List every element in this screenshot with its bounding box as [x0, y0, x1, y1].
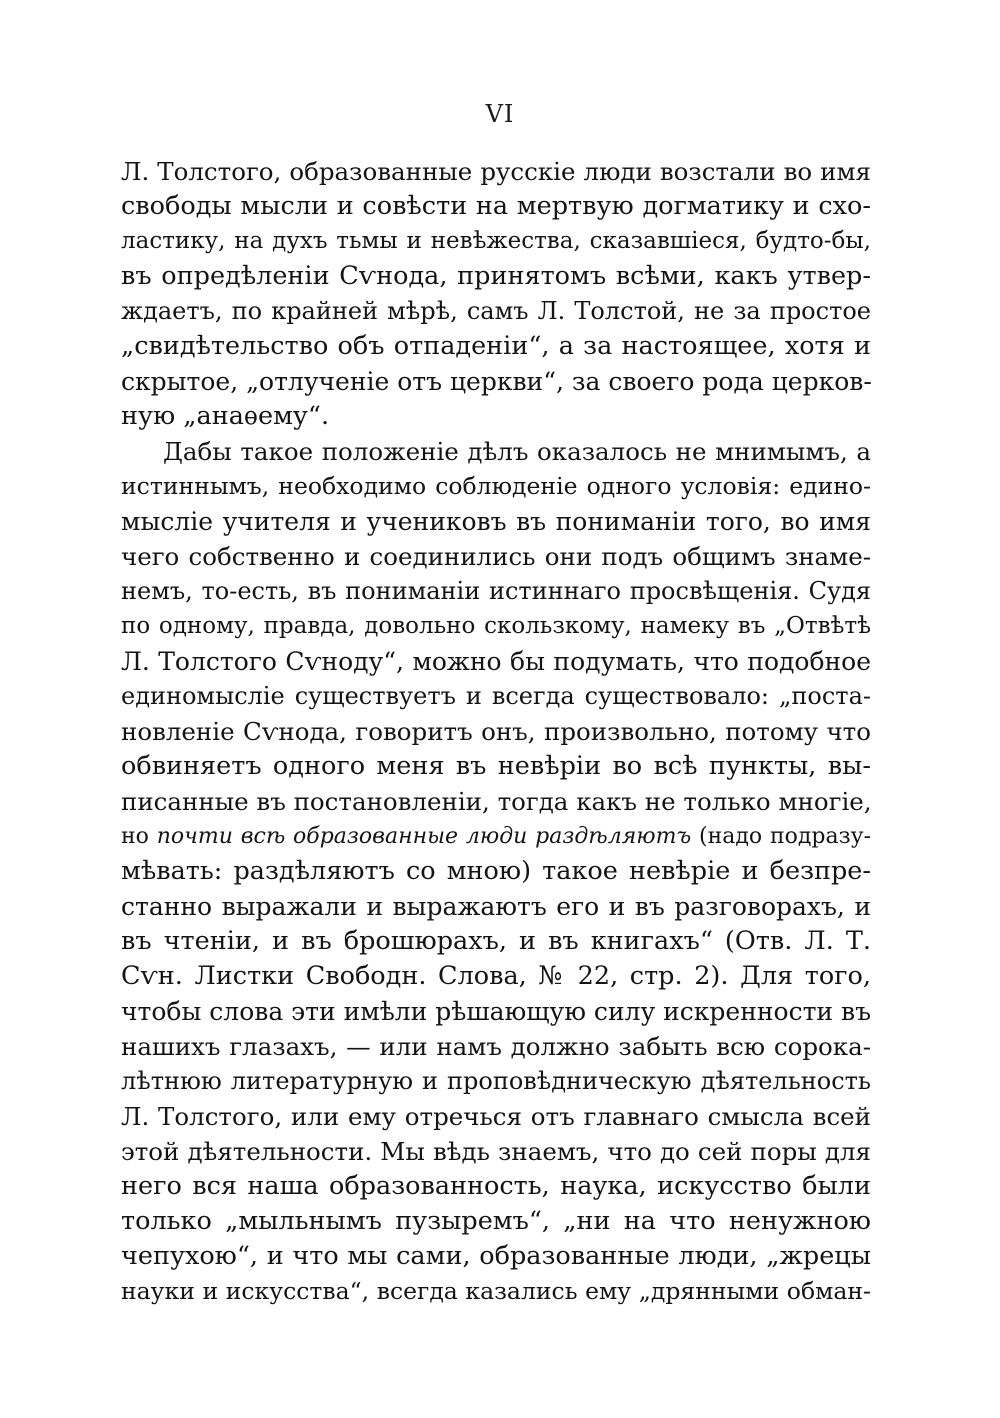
- text-line: свободы мысли и совѣсти на мертвую догматику и схо-: [121, 191, 871, 221]
- text-line: Л. Толстого Сѵноду“, можно бы подумать, что подобное: [121, 647, 871, 676]
- text-line: по одному, правда, довольно скользкому, намеку въ „Отвѣтѣ: [121, 613, 871, 639]
- text-segment: но: [121, 824, 157, 849]
- text-line: мѣвать: раздѣляютъ со мною) такое невѣріе и безпре-: [121, 856, 871, 886]
- page-text: [121, 154, 871, 1309]
- text-line: писанные въ постановленіи, тогда какъ не только многіе,: [121, 787, 872, 816]
- text-line: Дабы такое положеніе дѣлъ оказалось не мнимымъ, а: [163, 437, 871, 466]
- text-line: немъ, то-есть, въ пониманіи истиннаго просвѣщенія. Судя: [121, 577, 871, 605]
- text-line: этой дѣятельности. Мы вѣдь знаемъ, что до сей поры для: [121, 1137, 871, 1166]
- text-line: въ опредѣленіи Сѵнода, принятомъ всѣми, какъ утвер-: [121, 261, 871, 291]
- text-line: Л. Толстого, или ему отречься отъ главнаго смысла всей: [121, 1102, 871, 1131]
- text-line: Сѵн. Листки Свободн. Слова, № 22, стр. 2). Для того,: [121, 961, 871, 991]
- text-line: обвиняетъ одного меня въ невѣріи во всѣ пункты, вы-: [121, 751, 871, 781]
- text-line: ластику, на духъ тьмы и невѣжества, сказавшіеся, будто-бы,: [121, 228, 871, 254]
- text-segment: (надо подразу-: [691, 824, 872, 849]
- text-line: въ чтеніи, и въ брошюрахъ, и въ книгахъ“ (Отв. Л. Т.: [121, 926, 871, 956]
- text-line: ждаетъ, по крайней мѣрѣ, самъ Л. Толстой, не за простое: [121, 297, 871, 325]
- text-line-with-italic: [121, 819, 871, 854]
- text-line: науки и искусства“, всегда казались ему „дрянными обман-: [121, 1277, 871, 1305]
- paragraph-2: [121, 434, 871, 1309]
- text-line: только „мыльнымъ пузыремъ“, „ни на что ненужною: [121, 1206, 871, 1236]
- text-line: лѣтнюю литературную и проповѣдническую дѣятельность: [121, 1067, 871, 1095]
- text-line: него вся наша образованность, наука, искусство были: [121, 1171, 871, 1201]
- text-line: единомысліе существуетъ и всегда существовало: „поста-: [121, 682, 871, 710]
- text-line: „свидѣтельство объ отпаденіи“, а за настоящее, хотя и: [121, 331, 871, 361]
- text-line: нашихъ глазахъ, — или намъ должно забыть всю сорока-: [121, 1032, 871, 1061]
- text-line: новленіе Сѵнода, говоритъ онъ, произвольно, потому что: [121, 717, 871, 746]
- text-line: истиннымъ, необходимо соблюденіе одного условія: едино-: [121, 472, 871, 500]
- text-line: скрытое, „отлученіе отъ церкви“, за своего рода церков-: [121, 367, 872, 396]
- page-number: VI: [485, 100, 515, 128]
- text-line: чепухою“, и что мы сами, образованные люди, „жрецы: [121, 1241, 871, 1271]
- text-line: мысліе учителя и учениковъ въ пониманіи того, во имя: [121, 507, 871, 536]
- italic-text-segment: почти всѣ образованные люди раздѣляютъ: [156, 824, 692, 849]
- text-line: станно выражали и выражаютъ его и въ разговорахъ, и: [121, 892, 871, 921]
- text-line: чтобы слова эти имѣли рѣшающую силу искренности въ: [121, 997, 872, 1026]
- text-line: Л. Толстого, образованные русскіе люди возстали во имя: [121, 157, 871, 186]
- text-line: чего собственно и соединились они подъ общимъ знаме-: [121, 542, 871, 571]
- text-line: ную „анаѳему“.: [121, 401, 330, 431]
- paragraph-1: [121, 154, 871, 434]
